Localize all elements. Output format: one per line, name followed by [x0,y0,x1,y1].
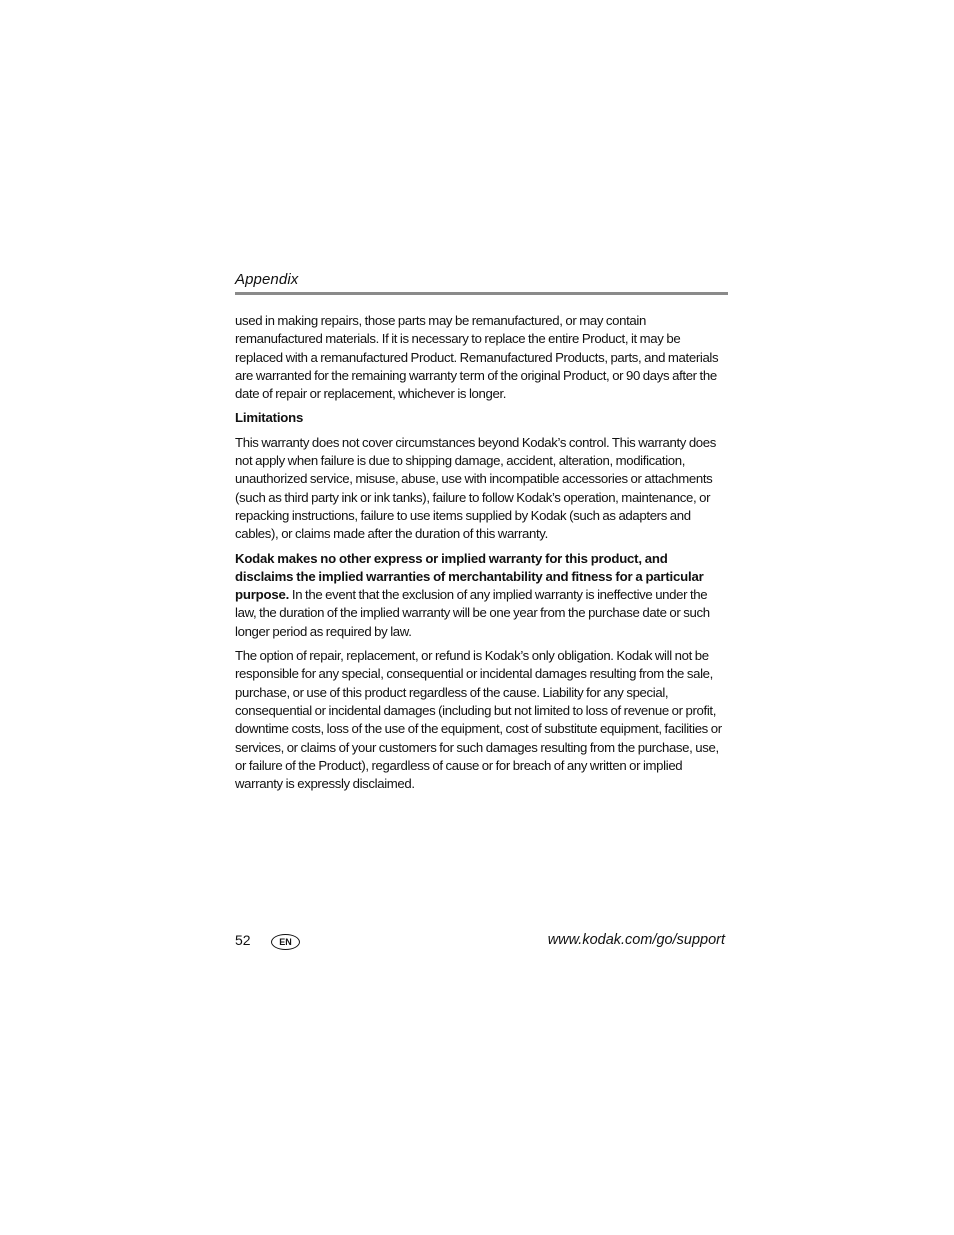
paragraph-implied-warranty [235,550,728,641]
page-number: 52 [235,932,251,948]
support-url: www.kodak.com/go/support [547,932,725,948]
paragraph-warranty-exclusions: This warranty does not cover circumstances beyond Kodak’s control. This warranty does not apply when failure is due to shipping damage, accident, alteration, modification, unauthorized service, misuse, abuse, use with incompatible accessories or attachments (such as third party ink or ink tanks), failure to follow Kodak’s operation, maintenance, or repacking instructions, failure to use items supplied by Kodak (such as adapters and cables), or claims made after the duration of this warranty. [235,434,717,542]
limitations-heading: Limitations [235,410,304,426]
implied-warranty-disclaimer: Kodak makes no other express or implied warranty for this product, and disclaims the implied warranties of merchantability and fitness for a particular purpose. [235,550,704,603]
header-divider [235,292,728,295]
language-badge: EN [271,934,300,950]
section-title: Appendix [235,271,299,288]
paragraph-remanufactured-parts: used in making repairs, those parts may be remanufactured, or may contain remanufactured materials. If it is necessary to replace the entire Product, it may be replaced with a remanufactured Product. Remanufactured Products, parts, and materials are warranted for the remaining warranty term of the original Product, or 90 days after the date of repair or replacement, whichever is longer. [235,313,719,402]
paragraph-liability: The option of repair, replacement, or refund is Kodak’s only obligation. Kodak will not be responsible for any special, consequential or incidental damages resulting from the sale, purchase, or use of this product regardless of the cause. Liability for any special, consequential or incidental damages (including but not limited to loss of revenue or profit, downtime costs, loss of the use of the equipment, cost of substitute equipment, facilities or services, or claims of your customers for such damages resulting from the purchase, use, or failure of the Product), regardless of cause or for breach of any written or implied warranty is expressly disclaimed. [235,648,722,792]
document-body [235,312,728,799]
implied-warranty-duration: In the event that the exclusion of any implied warranty is ineffective under the law, the duration of the implied warranty will be one year from the purchase date or such longer period as required by law. [235,587,710,639]
